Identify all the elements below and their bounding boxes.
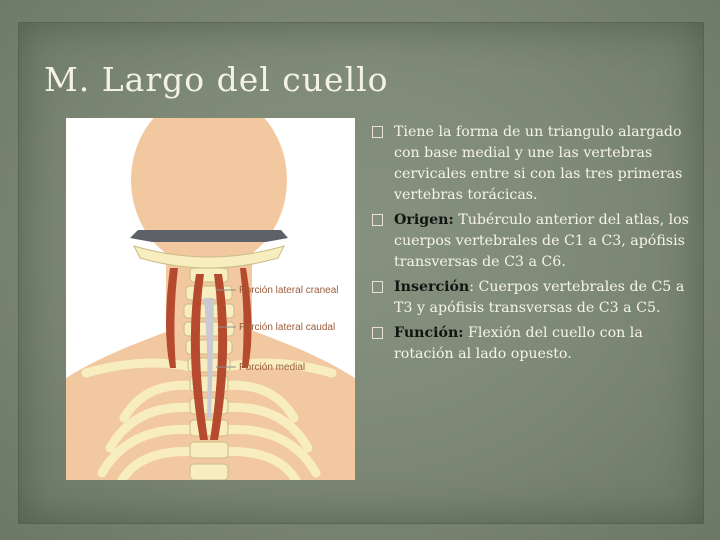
bullet-keyword: Función: (394, 325, 464, 341)
label-lateral-craneal: Porción lateral craneal (239, 285, 339, 296)
bullet-text: Flexión del cuello con la rotación al lado opuesto. (394, 325, 643, 362)
label-medial: Porción medial (239, 362, 306, 373)
neck-anatomy-illustration (66, 118, 355, 480)
skull-base-shape (130, 230, 288, 242)
slide-title: M. Largo del cuello (44, 60, 389, 99)
bullet-square-icon (372, 281, 383, 293)
bullet-text: Tiene la forma de un triangulo alargado con base medial y une las vertebras cervicales entre si con las tres primeras vertebras torácicas. (394, 124, 683, 203)
bullet-item (372, 323, 702, 365)
bullet-item (372, 210, 702, 273)
head-shape (131, 118, 287, 268)
bullet-square-icon (372, 327, 383, 339)
bullet-list (372, 122, 702, 369)
bullet-item (372, 277, 702, 319)
bullet-keyword: Origen: (394, 212, 454, 228)
bullet-keyword: Inserción (394, 279, 470, 295)
bullet-text: Tubérculo anterior del atlas, los cuerpos vertebrales de C1 a C3, apófisis transversas de C3 a C6. (394, 212, 689, 270)
anatomy-figure (66, 118, 355, 480)
bullet-item (372, 122, 702, 206)
bullet-text: : Cuerpos vertebrales de C5 a T3 y apófisis transversas de C3 a C5. (394, 279, 685, 316)
label-lateral-caudal: Porción lateral caudal (239, 322, 336, 333)
bullet-square-icon (372, 126, 383, 138)
bullet-square-icon (372, 214, 383, 226)
